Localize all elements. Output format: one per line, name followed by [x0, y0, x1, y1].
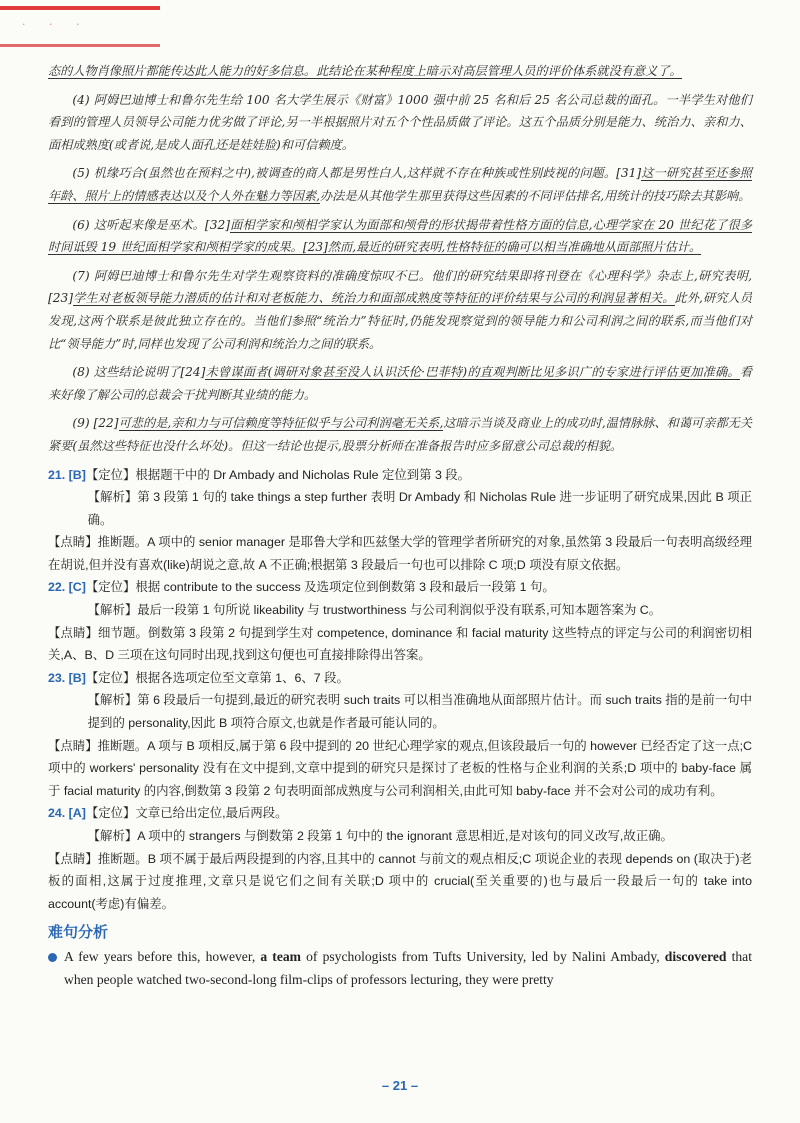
answer-21-locate: 21. [B]【定位】根据题干中的 Dr Ambady and Nicholas Rule 定位到第 3 段。: [48, 467, 471, 482]
answer-23-locate: 23. [B]【定位】根据各选项定位至文章第 1、6、7 段。: [48, 670, 349, 685]
passage-paragraph-5: (5) 机缘巧合(虽然也在预料之中),被调查的商人都是男性白人,这样就不存在种族或性别歧视的问题。[31]这一研究甚至还参照年龄、照片上的情感表达以及个人外在魅力等因素,办法是从其他学生那里获得这些因素的不同评估排名,用统计的技巧除去其影响。: [48, 166, 752, 203]
page-number: – 21 –: [381, 1078, 419, 1093]
answer-24-locate: 24. [A]【定位】文章已给出定位,最后两段。: [48, 806, 288, 821]
passage-paragraph-6: (6) 这听起来像是巫术。[32]面相学家和颅相学家认为面部和颅骨的形状揭带着性格方面的信息,心理学家在 20 世纪花了很多时间诋毁 19 世纪面相学家和颅相学家的成果。[23]然而,最近的研究表明,性格特征的确可以相当准确地从面部照片估计。: [48, 217, 753, 255]
answer-24-analysis: 【解析】A 项中的 strangers 与倒数第 2 段第 1 句中的 the ignorant 意思相近,是对该句的同义改写,故正确。: [87, 829, 673, 843]
passage-paragraph-9: (9) [22]可悲的是,亲和力与可信赖度等特征似乎与公司利润毫无关系,这暗示当谈及商业上的成功时,温情脉脉、和蔼可亲都无关紧要(虽然这些特征也没什么坏处)。但这一结论也提示,股票分析师在准备报告时应多留意公司总裁的相貌。: [48, 416, 753, 453]
answer-23-analysis: 【解析】第 6 段最后一句提到,最近的研究表明 such traits 可以相当准确地从面部照片估计。而 such traits 指的是前一句中提到的 personality,因此 B 项符合原文,也就是作者最可能认同的。: [87, 693, 752, 731]
passage-paragraph-7: (7) 阿姆巴迪博士和鲁尔先生对学生观察资料的准确度惊叹不已。他们的研究结果即将刊登在《心理科学》杂志上,研究表明,[23]学生对老板领导能力潜质的估计和对老板能力、统治力和面部成熟度等特征的评价结果与公司的利润显著相关。此外,研究人员发现,这两个联系是彼此独立存在的。当他们参照“统治力”特征时,仍能发现察觉到的领导能力和公司利润之间的联系,而当他们对比“领导能力”时,同样也发现了公司利润和统治力之间的联系。: [48, 268, 753, 351]
answer-21-number: 21. [B]: [48, 467, 86, 482]
passage-continuation: 态的人物肖像照片都能传达此人能力的好多信息。此结论在某种程度上暗示对高层管理人员的评价体系就没有意义了。: [48, 64, 682, 78]
answer-22-note: 【点睛】细节题。倒数第 3 段第 2 句提到学生对 competence, dominance 和 facial maturity 这些特点的评定与公司的利润密切相关,A、B、D 三项在这句同时出现,找到这句便也可直接排除得出答案。: [48, 625, 752, 663]
difficult-sentence: A few years before this, however, a team of psychologists from Tufts University, led by Nalini Ambady, discovered that when people watched two-second-long film-clips of professors lecturing, they were pretty: [48, 946, 752, 991]
header-red-bar-lower: [0, 44, 160, 47]
answer-23-number: 23. [B]: [48, 670, 86, 685]
passage-paragraph-8: (8) 这些结论说明了[24]未曾谋面者(调研对象甚至没人认识沃伦·巴菲特)的直观判断比见多识广的专家进行评估更加准确。看来好像了解公司的总裁会干扰判断其业绩的能力。: [48, 365, 753, 402]
answer-22-locate: 22. [C]【定位】根据 contribute to the success 及选项定位到倒数第 3 段和最后一段第 1 句。: [48, 580, 555, 595]
header-pattern: · · ·: [22, 18, 90, 31]
header-red-bar: [0, 6, 160, 10]
page-content: [48, 60, 752, 992]
section-title: 难句分析: [48, 923, 109, 942]
passage-paragraph-4: (4) 阿姆巴迪博士和鲁尔先生给 100 名大学生展示《财富》1000 强中前 25 名和后 25 名公司总裁的面孔。一半学生对他们看到的管理人员领导公司能力优劣做了评论,另一半根据照片对五个个性品质做了评论。这五个品质分别是能力、统治力、亲和力、面相成熟度(或者说,是成人面孔还是娃娃脸)和可信赖度。: [48, 92, 752, 152]
answer-21-analysis: 【解析】第 3 段第 1 句的 take things a step further 表明 Dr Ambady 和 Nicholas Rule 进一步证明了研究成果,因此 B 项正确。: [87, 490, 752, 527]
answer-21-note: 【点睛】推断题。A 项中的 senior manager 是耶鲁大学和匹兹堡大学的管理学者所研究的对象,虽然第 3 段最后一句表明高级经理在胡说,但并没有喜欢(like)胡说之意,故 A 不正确;根据第 3 段最后一句也可以排除 C 项;D 项没有原文依据。: [48, 535, 752, 572]
answer-22-number: 22. [C]: [48, 580, 86, 595]
answer-22-analysis: 【解析】最后一段第 1 句所说 likeability 与 trustworthiness 与公司利润似乎没有联系,可知本题答案为 C。: [87, 603, 662, 618]
header-decoration: [0, 0, 800, 60]
answer-24-number: 24. [A]: [48, 806, 86, 821]
answer-23-note: 【点睛】推断题。A 项与 B 项相反,属于第 6 段中提到的 20 世纪心理学家的观点,但该段最后一句的 however 已经否定了这一点;C 项中的 workers' personality 没有在文中提到,文章中提到的研究只是探讨了老板的性格与企业利润的关系;D 项中的 baby-face 属于 facial maturity 的内容,倒数第 3 段第 2 句表明面部成熟度与公司利润相关,由此可知 baby-face 并不会对公司的成功有利。: [48, 738, 752, 798]
bullet-icon: [48, 953, 57, 962]
answer-24-note: 【点睛】推断题。B 项不属于最后两段提到的内容,且其中的 cannot 与前文的观点相反;C 项说企业的表现 depends on (取决于)老板的面相,这属于过度推理,文章只是说它们之间有关联;D 项中的 crucial(至关重要的)也与最后一段最后一句的 take into account(考虑)有偏差。: [48, 851, 752, 911]
